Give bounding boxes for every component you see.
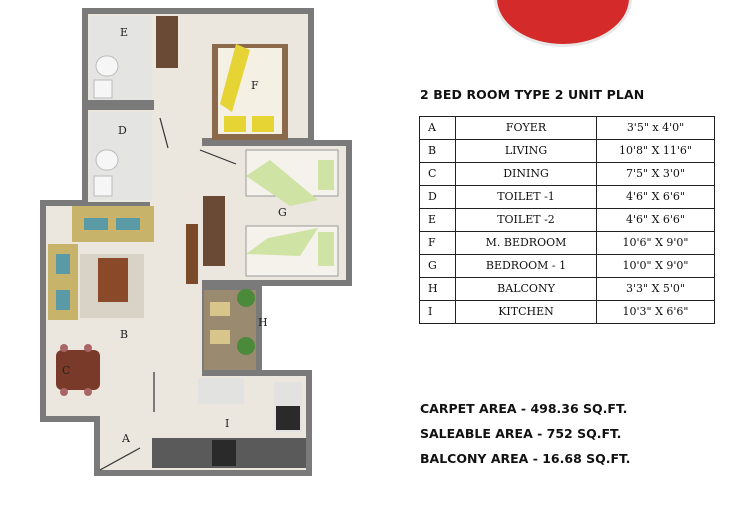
table-row [420,140,715,163]
table-row [420,186,715,209]
room-size: 7'5" X 3'0" [597,163,715,186]
room-name: LIVING [456,140,597,163]
room-size: 4'6" X 6'6" [597,186,715,209]
svg-text:F: F [251,79,259,92]
room-code: C [420,163,456,186]
room-size: 3'5" x 4'0" [597,117,715,140]
saleable-area: SALEABLE AREA - 752 SQ.FT. [420,426,622,441]
room-name: M. BEDROOM [456,232,597,255]
svg-text:G: G [278,206,287,219]
svg-text:B: B [120,328,129,341]
room-code: B [420,140,456,163]
room-code: G [420,255,456,278]
room-size: 4'6" X 6'6" [597,209,715,232]
svg-text:H: H [258,316,268,329]
carpet-area: CARPET AREA - 498.36 SQ.FT. [420,401,628,416]
room-code: E [420,209,456,232]
table-row [420,301,715,324]
room-name: FOYER [456,117,597,140]
brand-badge [497,0,629,44]
balcony-area: BALCONY AREA - 16.68 SQ.FT. [420,451,631,466]
table-row [420,278,715,301]
table-row [420,255,715,278]
room-size: 10'0" X 9'0" [597,255,715,278]
wardrobe-master [156,16,178,68]
svg-text:E: E [120,26,129,39]
room-name: BALCONY [456,278,597,301]
room-size: 10'3" X 6'6" [597,301,715,324]
table-row [420,209,715,232]
tv-unit [186,224,198,284]
room-size: 3'3" X 5'0" [597,278,715,301]
room-size: 10'8" X 11'6" [597,140,715,163]
area-summary [420,400,630,475]
master-bed [212,44,288,140]
room-schedule-table [419,116,715,324]
room-size: 10'6" X 9'0" [597,232,715,255]
room-name: BEDROOM - 1 [456,255,597,278]
plan-title: 2 BED ROOM TYPE 2 UNIT PLAN [420,87,645,102]
table-row [420,163,715,186]
svg-text:A: A [122,432,130,445]
room-code: H [420,278,456,301]
room-code: I [420,301,456,324]
balcony [204,289,256,370]
room-name: TOILET -2 [456,209,597,232]
table-row [420,232,715,255]
svg-text:C: C [62,364,71,377]
table-row [420,117,715,140]
svg-text:I: I [225,417,230,430]
room-code: F [420,232,456,255]
room-code: D [420,186,456,209]
room-name: TOILET -1 [456,186,597,209]
svg-text:D: D [118,124,127,137]
wardrobe-bedroom [203,196,225,266]
room-name: DINING [456,163,597,186]
room-code: A [420,117,456,140]
room-name: KITCHEN [456,301,597,324]
